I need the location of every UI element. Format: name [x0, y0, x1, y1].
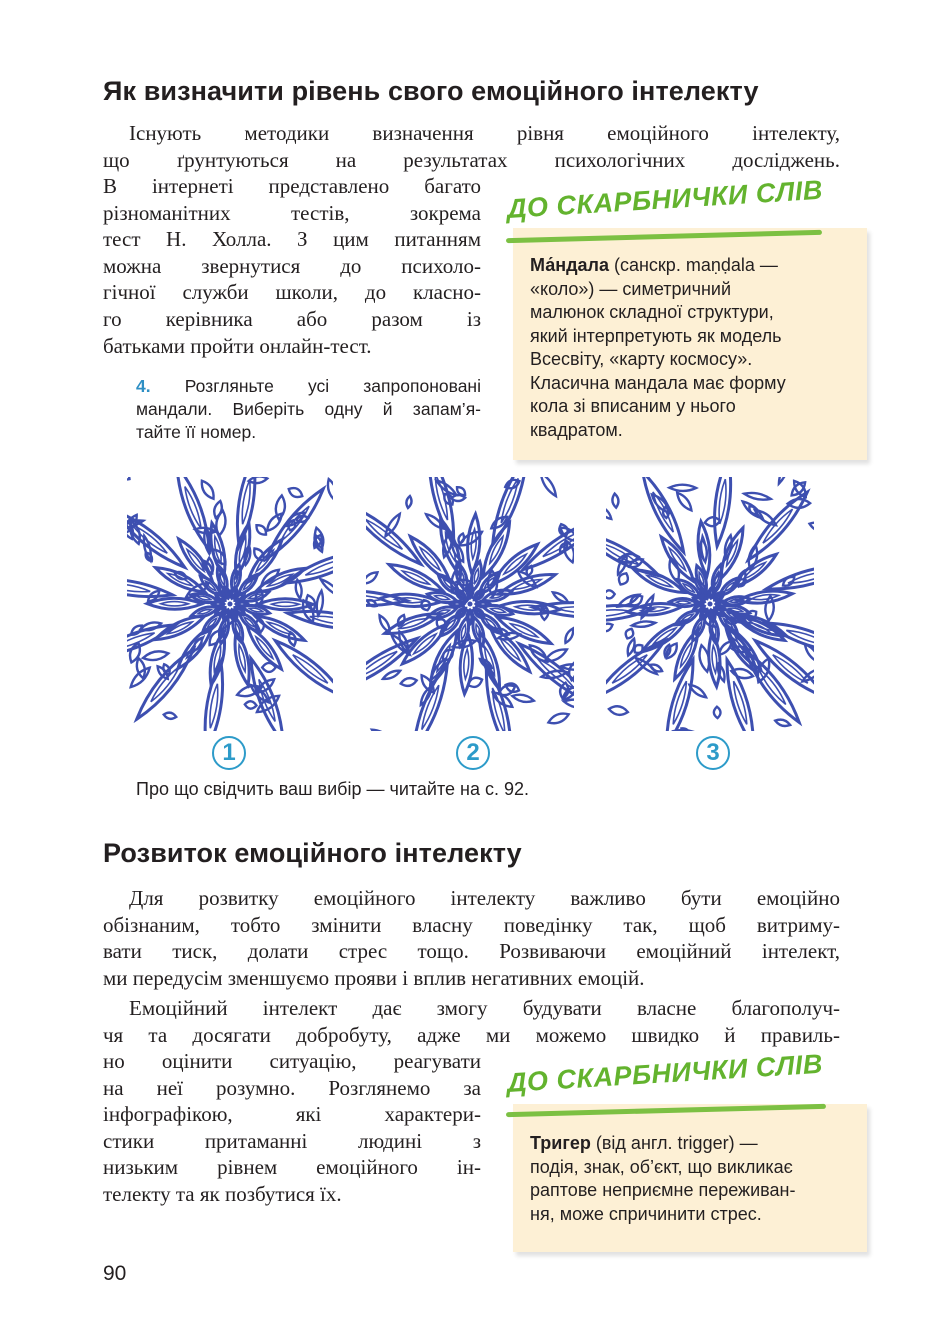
- mandala-image-1[interactable]: [127, 477, 333, 731]
- text-line: тест Н. Холла. З цим питанням: [103, 227, 481, 252]
- text-line: низьким рівнем емоційного ін-: [103, 1155, 481, 1180]
- paragraph-3-full: [103, 995, 840, 1048]
- mandala-number-2: 2: [456, 736, 490, 770]
- task-4: [136, 375, 481, 444]
- text-line: можна звернутися до психоло-: [103, 253, 481, 278]
- text-line: го керівника або разом із: [103, 306, 481, 331]
- text-line: чя та досягати добробуту, адже ми можемо швидко й правиль-: [103, 1022, 840, 1047]
- mandala-number-1: 1: [212, 736, 246, 770]
- mandala-caption: Про що свідчить ваш вибір — читайте на с. 92.: [136, 779, 530, 799]
- vocabulary-title: ДО СКАРБНИЧКИ СЛІВ: [506, 1048, 824, 1099]
- vocabulary-definition: [530, 1132, 860, 1226]
- definition-line: Всесвіту, «карту космосу».: [530, 349, 753, 369]
- text-line: В інтернеті представлено багато: [103, 174, 481, 198]
- task-line: мандали. Виберіть одну й запам’я-: [136, 399, 481, 419]
- text-line: телекту та як позбутися їх.: [103, 1181, 342, 1206]
- text-line: Емоційний інтелект дає змогу будувати власне благополуч-: [129, 996, 840, 1020]
- paragraph-3-narrow: [103, 1048, 481, 1208]
- mandala-pattern: [606, 477, 814, 731]
- definition-line: (від англ. trigger) —: [590, 1133, 758, 1153]
- section-heading-1: Як визначити рівень свого емоційного інтелекту: [103, 76, 759, 106]
- vocabulary-box-1: [506, 174, 866, 462]
- definition-line: «коло») — симетричний: [530, 278, 732, 299]
- mandala-pattern: [366, 477, 574, 731]
- text-line: на неї розумно. Розглянемо за: [103, 1075, 481, 1100]
- definition-line: кола зі вписаним у нього: [530, 396, 736, 416]
- definition-line: Класична мандала має форму: [530, 372, 786, 393]
- text-line: стики притаманні людині з: [103, 1128, 481, 1153]
- paragraph-1-full: [103, 120, 840, 173]
- text-line: інфографікою, які характери-: [103, 1102, 481, 1127]
- section-heading-2: Розвиток емоційного інтелекту: [103, 838, 522, 868]
- text-line: Існують методики визначення рівня емоційного інтелекту,: [129, 121, 840, 145]
- vocabulary-box-2: [506, 1048, 866, 1254]
- task-number: 4.: [136, 376, 151, 396]
- task-line: тайте її номер.: [136, 422, 257, 442]
- vocabulary-term: Ма́ндала: [530, 255, 609, 275]
- text-line: що ґрунтуються на результатах психологічних досліджень.: [103, 147, 840, 172]
- mandala-pattern: [127, 477, 333, 731]
- definition-line: який інтерпретують як модель: [530, 325, 782, 346]
- mandala-image-3[interactable]: [606, 477, 814, 731]
- definition-line: раптове неприємне переживан-: [530, 1180, 796, 1200]
- definition-line: (санскр. maṇḍala —: [608, 255, 778, 275]
- mandala-number-3: 3: [696, 736, 730, 770]
- vocabulary-title: ДО СКАРБНИЧКИ СЛІВ: [506, 174, 824, 225]
- page-number: 90: [103, 1262, 127, 1285]
- text-line: но оцінити ситуацію, реагувати: [103, 1049, 481, 1073]
- definition-line: малюнок складної структури,: [530, 302, 774, 322]
- vocabulary-term: Тригер: [530, 1133, 591, 1153]
- text-line: вати тиск, долати стрес тощо. Розвиваючи емоційний інтелект,: [103, 939, 840, 964]
- task-line: Розгляньте усі запропоновані: [184, 376, 481, 396]
- definition-line: ня, може спричинити стрес.: [530, 1203, 762, 1224]
- text-line: батьками пройти онлайн-тест.: [103, 333, 372, 358]
- mandala-image-2[interactable]: [366, 477, 574, 731]
- definition-line: квадратом.: [530, 419, 623, 440]
- text-line: Для розвитку емоційного інтелекту важливо бути емоційно: [129, 886, 840, 910]
- text-line: гічної служби школи, до класно-: [103, 280, 481, 305]
- text-line: ми передусім зменшуємо прояви і вплив негативних емоцій.: [103, 965, 645, 990]
- text-line: обізнаним, тобто змінити власну поведінку так, щоб витриму-: [103, 912, 840, 937]
- paragraph-1-narrow: [103, 173, 481, 359]
- paragraph-2: [103, 885, 840, 991]
- text-line: різноманітних тестів, зокрема: [103, 200, 481, 225]
- definition-line: подія, знак, об’єкт, що викликає: [530, 1156, 793, 1177]
- vocabulary-definition: [530, 254, 860, 442]
